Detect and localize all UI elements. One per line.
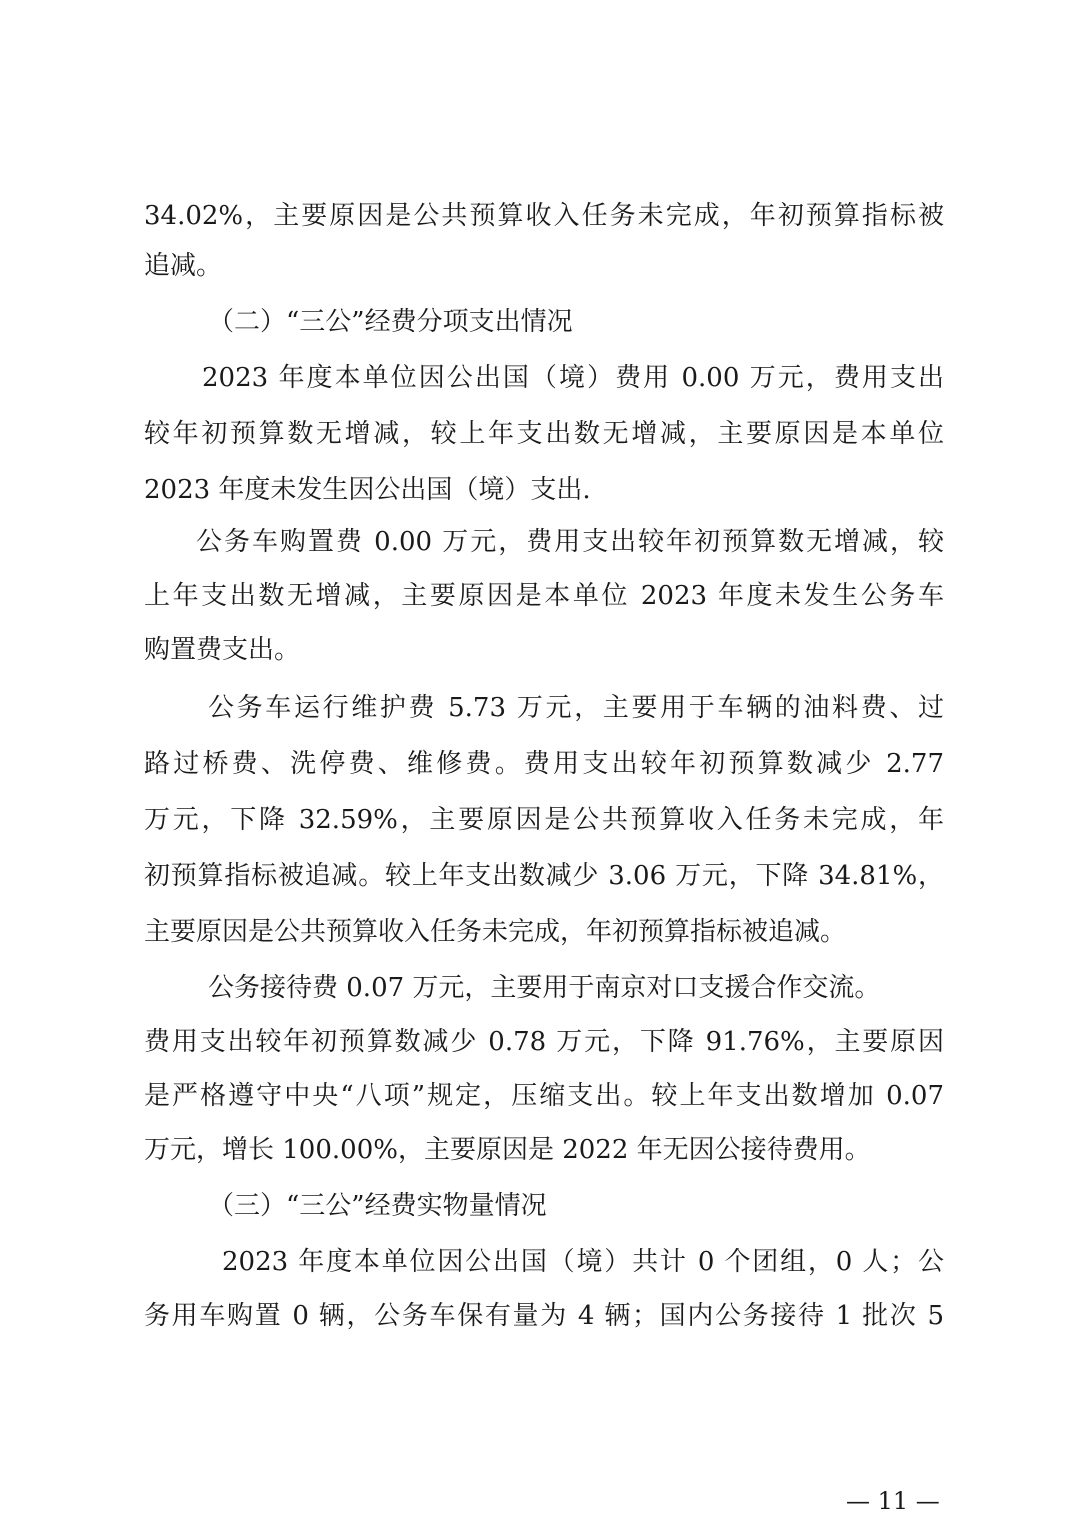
body-text-line: 务用车购置 0 辆，公务车保有量为 4 辆；国内公务接待 1 批次 5 bbox=[144, 1301, 944, 1331]
body-text-line: 2023 年度未发生因公出国（境）支出. bbox=[144, 475, 591, 505]
body-text-line: 路过桥费、洗停费、维修费。费用支出较年初预算数减少 2.77 bbox=[144, 749, 944, 779]
body-text-line: 2023 年度本单位因公出国（境）共计 0 个团组，0 人；公 bbox=[222, 1247, 944, 1277]
body-text-line: 公务接待费 0.07 万元，主要用于南京对口支援合作交流。 bbox=[208, 973, 881, 1003]
body-text-line: 万元，增长 100.00%，主要原因是 2022 年无因公接待费用。 bbox=[144, 1135, 871, 1165]
body-text-line: 公务车购置费 0.00 万元，费用支出较年初预算数无增减，较 bbox=[196, 527, 944, 557]
body-text-line: 较年初预算数无增减，较上年支出数无增减，主要原因是本单位 bbox=[144, 419, 944, 449]
body-text-line: 公务车运行维护费 5.73 万元，主要用于车辆的油料费、过 bbox=[208, 693, 944, 723]
page-number: — 11 — bbox=[846, 1487, 940, 1515]
document-page bbox=[144, 0, 944, 1520]
body-text-line: 费用支出较年初预算数减少 0.78 万元，下降 91.76%，主要原因 bbox=[144, 1027, 944, 1057]
section-heading: （二）“三公”经费分项支出情况 bbox=[208, 307, 573, 337]
body-text-line: 追减。 bbox=[144, 251, 223, 281]
body-text-line: 初预算指标被追减。较上年支出数减少 3.06 万元，下降 34.81%， bbox=[144, 861, 944, 891]
body-text-line: 主要原因是公共预算收入任务未完成，年初预算指标被追减。 bbox=[144, 917, 847, 947]
body-text-line: 2023 年度本单位因公出国（境）费用 0.00 万元，费用支出 bbox=[202, 363, 944, 393]
body-text-line: 购置费支出。 bbox=[144, 635, 301, 665]
section-heading: （三）“三公”经费实物量情况 bbox=[208, 1191, 547, 1221]
body-text-line: 是严格遵守中央“八项”规定，压缩支出。较上年支出数增加 0.07 bbox=[144, 1081, 944, 1111]
body-text-line: 上年支出数无增减，主要原因是本单位 2023 年度未发生公务车 bbox=[144, 581, 944, 611]
body-text-line: 34.02%，主要原因是公共预算收入任务未完成，年初预算指标被 bbox=[144, 201, 944, 231]
body-text-line: 万元，下降 32.59%，主要原因是公共预算收入任务未完成，年 bbox=[144, 805, 944, 835]
